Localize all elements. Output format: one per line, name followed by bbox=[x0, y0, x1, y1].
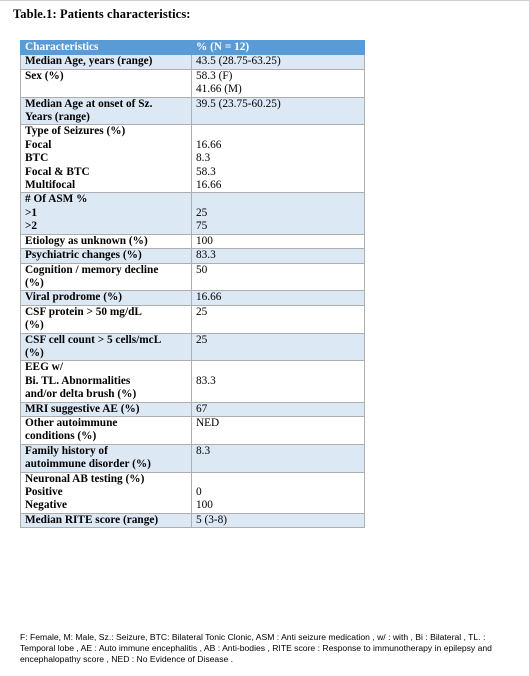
label-line: Positive bbox=[25, 486, 63, 498]
row-value bbox=[192, 125, 365, 193]
row-label bbox=[21, 402, 192, 416]
table-row bbox=[21, 444, 365, 472]
value-line: 16.66 bbox=[196, 291, 222, 304]
label-line: Viral prodrome (%) bbox=[25, 291, 123, 304]
label-line: (%) bbox=[25, 319, 44, 332]
label-line: Cognition / memory decline bbox=[25, 263, 159, 276]
value-line: 67 bbox=[196, 402, 208, 415]
table-header-row bbox=[21, 41, 365, 55]
page-top-border bbox=[0, 0, 529, 1]
value-line: 8.3 bbox=[196, 444, 211, 457]
row-value bbox=[192, 193, 365, 234]
label-line: Negative bbox=[25, 499, 68, 512]
value-line: 5 (3-8) bbox=[196, 513, 228, 526]
table-row bbox=[21, 263, 365, 291]
label-line: BTC bbox=[25, 152, 49, 165]
row-value bbox=[192, 472, 365, 513]
value-line: 83.3 bbox=[196, 374, 216, 387]
table-row bbox=[21, 472, 365, 513]
label-line: Median Age, years (range) bbox=[25, 55, 153, 68]
value-line: 83.3 bbox=[196, 249, 216, 262]
header-characteristics: Characteristics bbox=[21, 41, 192, 55]
row-label bbox=[21, 291, 192, 305]
row-value bbox=[192, 402, 365, 416]
row-label bbox=[21, 416, 192, 444]
label-line: and/or delta brush (%) bbox=[25, 388, 137, 401]
label-line: Bi. TL. Abnormalities bbox=[25, 374, 131, 387]
value-line: 16.66 bbox=[196, 138, 222, 151]
table-row bbox=[21, 416, 365, 444]
table-row bbox=[21, 402, 365, 416]
row-label bbox=[21, 69, 192, 97]
row-value bbox=[192, 55, 365, 69]
label-line: Median RITE score (range) bbox=[25, 513, 159, 526]
row-value bbox=[192, 249, 365, 263]
row-label bbox=[21, 193, 192, 234]
value-line: 100 bbox=[196, 234, 213, 247]
label-line: EEG w/ bbox=[25, 361, 63, 374]
value-line: 58.3 bbox=[196, 165, 216, 178]
label-line: Neuronal AB testing (%) bbox=[25, 472, 145, 485]
table-footnote: F: Female, M: Male, Sz.: Seizure, BTC: Bilateral Tonic Clonic, ASM : Anti seizure medication , w/ : with , Bi : Bilateral , TL. : Temporal lobe , AE : Auto immune encephalitis , AB : Anti-bodies , RITE score : Response to immunotherapy in epilepsy and encephalopathy score , NED : No Evidence of Disease . bbox=[20, 632, 492, 665]
value-line: 0 bbox=[196, 486, 202, 498]
label-line: Years (range) bbox=[25, 111, 90, 124]
label-line: Type of Seizures (%) bbox=[25, 125, 126, 138]
row-value bbox=[192, 234, 365, 248]
value-line: 75 bbox=[196, 220, 208, 233]
label-line: Etiology as unknown (%) bbox=[25, 234, 148, 247]
row-value bbox=[192, 97, 365, 125]
label-line: >1 bbox=[25, 206, 38, 219]
row-label bbox=[21, 444, 192, 472]
value-line: 58.3 (F) bbox=[196, 69, 233, 82]
label-line: Focal bbox=[25, 138, 52, 151]
label-line: (%) bbox=[25, 276, 44, 289]
row-value bbox=[192, 305, 365, 333]
label-line: Median Age at onset of Sz. bbox=[25, 97, 153, 110]
table-row bbox=[21, 55, 365, 69]
header-percent: % (N = 12) bbox=[192, 41, 365, 55]
value-line: 25 bbox=[196, 305, 208, 318]
value-line: 25 bbox=[196, 333, 208, 346]
value-line: NED bbox=[196, 416, 220, 429]
label-line: CSF protein > 50 mg/dL bbox=[25, 305, 142, 318]
row-label bbox=[21, 472, 192, 513]
label-line: autoimmune disorder (%) bbox=[25, 458, 151, 471]
patients-characteristics-table bbox=[20, 40, 365, 528]
row-value bbox=[192, 513, 365, 527]
label-line: Multifocal bbox=[25, 179, 76, 192]
row-label bbox=[21, 97, 192, 125]
table-row bbox=[21, 361, 365, 402]
label-line: Other autoimmune bbox=[25, 416, 118, 429]
label-line: Focal & BTC bbox=[25, 165, 90, 178]
table-row bbox=[21, 97, 365, 125]
row-label bbox=[21, 333, 192, 361]
value-line bbox=[196, 473, 364, 486]
label-line: Sex (%) bbox=[25, 69, 64, 82]
table-row bbox=[21, 69, 365, 97]
value-line bbox=[196, 125, 364, 138]
row-label bbox=[21, 263, 192, 291]
label-line: Family history of bbox=[25, 444, 108, 457]
value-line: 100 bbox=[196, 499, 213, 512]
value-line: 41.66 (M) bbox=[196, 83, 242, 96]
row-value bbox=[192, 361, 365, 402]
row-label bbox=[21, 125, 192, 193]
row-value bbox=[192, 263, 365, 291]
value-line: 43.5 (28.75-63.25) bbox=[196, 55, 281, 68]
row-label bbox=[21, 305, 192, 333]
table-row bbox=[21, 291, 365, 305]
row-value bbox=[192, 69, 365, 97]
table-row bbox=[21, 193, 365, 234]
table-row bbox=[21, 305, 365, 333]
row-label bbox=[21, 249, 192, 263]
value-line: 8.3 bbox=[196, 152, 211, 165]
table-row bbox=[21, 234, 365, 248]
row-label bbox=[21, 513, 192, 527]
label-line: (%) bbox=[25, 346, 44, 359]
label-line: MRI suggestive AE (%) bbox=[25, 402, 140, 415]
label-line: conditions (%) bbox=[25, 430, 97, 443]
value-line: 25 bbox=[196, 206, 208, 219]
value-line bbox=[196, 361, 364, 374]
row-value bbox=[192, 291, 365, 305]
value-line: 39.5 (23.75-60.25) bbox=[196, 97, 281, 110]
table-row bbox=[21, 333, 365, 361]
label-line: >2 bbox=[25, 220, 38, 233]
value-line bbox=[196, 193, 364, 206]
table-row bbox=[21, 125, 365, 193]
row-label bbox=[21, 234, 192, 248]
row-label bbox=[21, 55, 192, 69]
label-line: CSF cell count > 5 cells/mcL bbox=[25, 333, 162, 346]
table-row bbox=[21, 513, 365, 527]
value-line: 16.66 bbox=[196, 179, 222, 192]
label-line: # Of ASM % bbox=[25, 193, 88, 206]
row-value bbox=[192, 444, 365, 472]
table-title: Table.1: Patients characteristics: bbox=[13, 7, 191, 21]
row-value bbox=[192, 333, 365, 361]
value-line: 50 bbox=[196, 263, 208, 276]
row-value bbox=[192, 416, 365, 444]
table-row bbox=[21, 249, 365, 263]
row-label bbox=[21, 361, 192, 402]
label-line: Psychiatric changes (%) bbox=[25, 249, 142, 262]
